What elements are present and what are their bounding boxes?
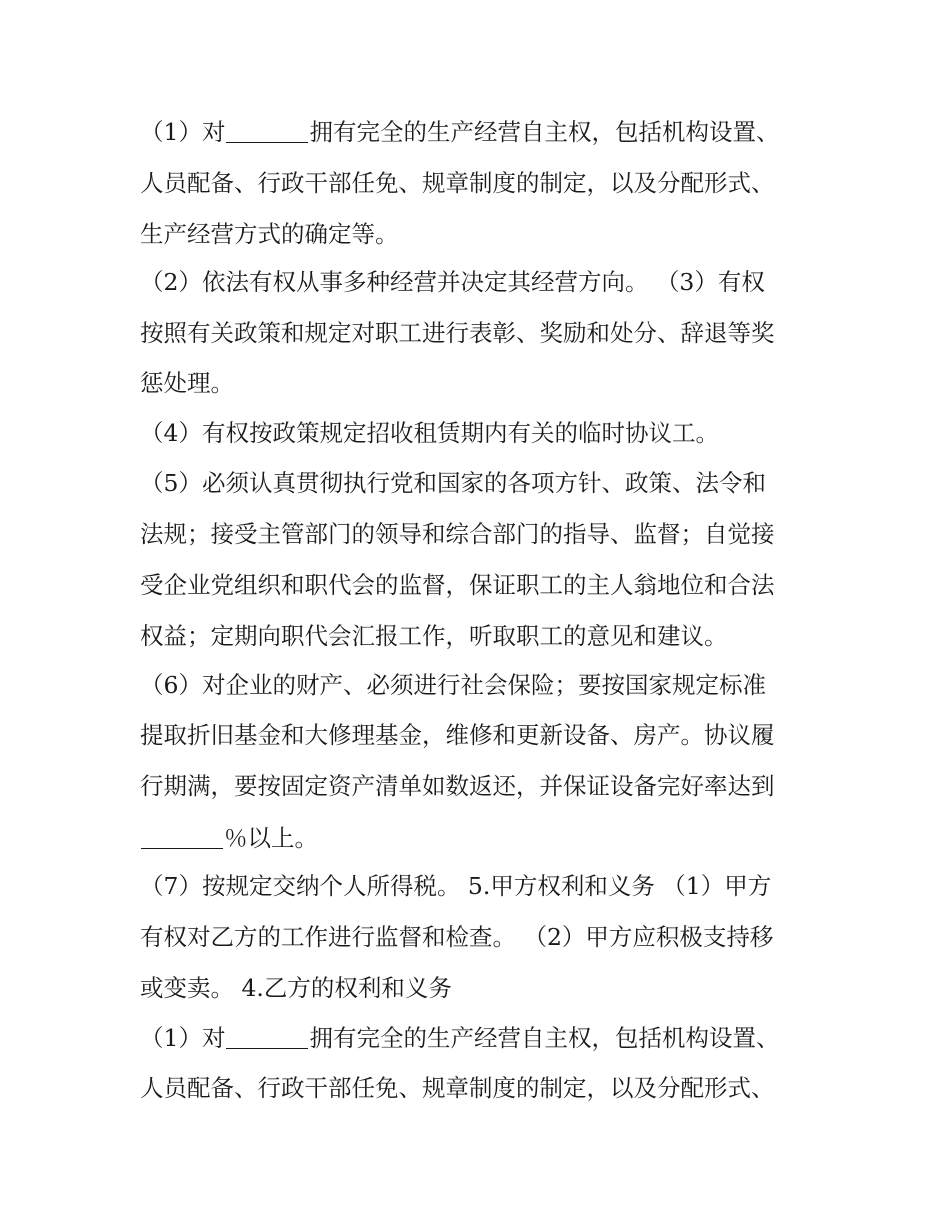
paragraph-line: [140, 1018, 830, 1058]
paragraph-line: 提取折旧基金和大修理基金，维修和更新设备、房产。协议履: [140, 721, 775, 749]
paragraph-line: （4）有权按政策规定招收租赁期内有关的临时协议工。: [140, 419, 719, 447]
line-text: ％以上。: [224, 824, 318, 852]
line-text: （1）对: [140, 118, 226, 146]
paragraph-line: 人员配备、行政干部任免、规章制度的制定，以及分配形式、: [140, 169, 775, 197]
fill-in-blank: [226, 1026, 308, 1049]
paragraph-line: [140, 818, 830, 858]
paragraph-line: 权益；定期向职代会汇报工作，听取职工的意见和建议。: [140, 622, 728, 650]
paragraph-line: 有权对乙方的工作进行监督和检查。 （2）甲方应积极支持移: [140, 923, 774, 951]
paragraph-line: （6）对企业的财产、必须进行社会保险；要按国家规定标准: [140, 671, 766, 699]
paragraph-line: 或变卖。 4.乙方的权利和义务: [140, 974, 452, 1002]
line-text: 拥有完全的生产经营自主权，包括机构设置、: [309, 1024, 780, 1052]
paragraph-line: 人员配备、行政干部任免、规章制度的制定，以及分配形式、: [140, 1074, 775, 1102]
paragraph-line: （5）必须认真贯彻执行党和国家的各项方针、政策、法令和: [140, 469, 766, 497]
paragraph-line: 按照有关政策和规定对职工进行表彰、奖励和处分、辞退等奖: [140, 319, 775, 347]
paragraph-line: （7）按规定交纳个人所得税。 5.甲方权利和义务 （1）甲方: [140, 872, 772, 900]
line-text: （1）对: [140, 1024, 226, 1052]
paragraph-line: [140, 112, 830, 152]
paragraph-line: 生产经营方式的确定等。: [140, 220, 399, 248]
line-text: 拥有完全的生产经营自主权，包括机构设置、: [309, 118, 780, 146]
paragraph-line: 法规；接受主管部门的领导和综合部门的指导、监督；自觉接: [140, 520, 775, 548]
fill-in-blank: [226, 120, 308, 143]
paragraph-line: 受企业党组织和职代会的监督，保证职工的主人翁地位和合法: [140, 571, 775, 599]
fill-in-blank: [141, 826, 223, 849]
paragraph-line: 行期满，要按固定资产清单如数返还，并保证设备完好率达到: [140, 772, 775, 800]
paragraph-line: 惩处理。: [140, 369, 234, 397]
paragraph-line: （2）依法有权从事多种经营并决定其经营方向。 （3）有权: [140, 268, 765, 296]
